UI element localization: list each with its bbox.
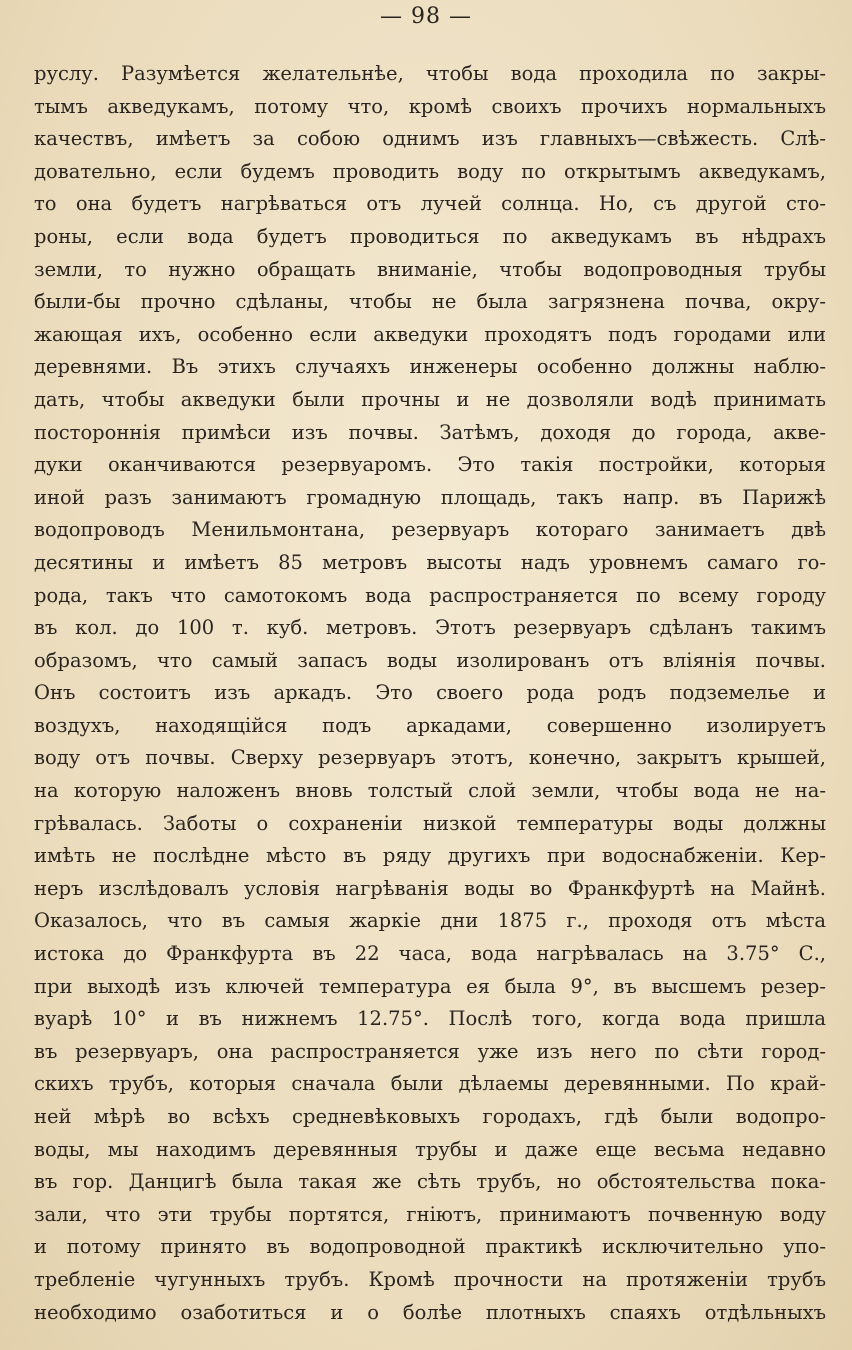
text-line: при выходѣ изъ ключей температура ея была 9°, въ высшемъ резер- xyxy=(34,974,826,998)
text-line: въ резервуаръ, она распространяется уже изъ него по сѣти город- xyxy=(34,1039,826,1063)
text-line: иной разъ занимаютъ громадную площадь, такъ напр. въ Парижѣ xyxy=(34,485,826,509)
text-line: рода, такъ что самотокомъ вода распространяется по всему городу xyxy=(34,583,826,607)
text-line: необходимо озаботиться и о болѣе плотныхъ спаяхъ отдѣльныхъ xyxy=(34,1300,826,1324)
text-line: дать, чтобы акведуки были прочны и не дозволяли водѣ принимать xyxy=(34,387,826,411)
text-line: въ кол. до 100 т. куб. метровъ. Этотъ резервуаръ сдѣланъ такимъ xyxy=(34,616,826,640)
page-number: — 98 — xyxy=(380,4,472,29)
text-line: Оказалось, что въ самыя жаркіе дни 1875 г., проходя отъ мѣста xyxy=(34,909,826,933)
text-line: постороннія примѣси изъ почвы. Затѣмъ, доходя до города, акве- xyxy=(34,420,826,444)
text-line: десятины и имѣетъ 85 метровъ высоты надъ уровнемъ самаго го- xyxy=(34,550,826,574)
text-line: воды, мы находимъ деревянныя трубы и даже еще весьма недавно xyxy=(34,1137,826,1161)
text-line: земли, то нужно обращать вниманіе, чтобы водопроводныя трубы xyxy=(34,257,826,281)
text-line: дуки оканчиваются резервуаромъ. Это такія постройки, которыя xyxy=(34,453,826,477)
body-text xyxy=(34,58,826,1329)
text-line: требленіе чугунныхъ трубъ. Кромѣ прочности на протяженіи трубъ xyxy=(34,1267,826,1291)
text-line: неръ изслѣдовалъ условія нагрѣванія воды во Франкфуртѣ на Майнѣ. xyxy=(34,876,826,900)
text-line: въ гор. Данцигѣ была такая же сѣть трубъ, но обстоятельства пока- xyxy=(34,1170,826,1194)
text-line: довательно, если будемъ проводить воду по открытымъ акведукамъ, xyxy=(34,159,826,183)
text-line: качествъ, имѣетъ за собою однимъ изъ главныхъ—свѣжесть. Слѣ- xyxy=(34,127,826,151)
text-line: то она будетъ нагрѣваться отъ лучей солнца. Но, съ другой сто- xyxy=(34,192,826,216)
text-line: вуарѣ 10° и въ нижнемъ 12.75°. Послѣ того, когда вода пришла xyxy=(34,1007,826,1031)
text-line: тымъ акведукамъ, потому что, кромѣ своихъ прочихъ нормальныхъ xyxy=(34,94,826,118)
text-line: зали, что эти трубы портятся, гніютъ, принимаютъ почвенную воду xyxy=(34,1202,826,1226)
text-line: и потому принято въ водопроводной практикѣ исключительно упо- xyxy=(34,1235,826,1259)
text-line: руслу. Разумѣется желательнѣе, чтобы вода проходила по закры- xyxy=(34,62,826,85)
text-line: жающая ихъ, особенно если акведуки проходятъ подъ городами или xyxy=(34,322,826,346)
text-line: роны, если вода будетъ проводиться по акведукамъ въ нѣдрахъ xyxy=(34,224,826,248)
text-line: имѣть не послѣдне мѣсто въ ряду другихъ при водоснабженіи. Кер- xyxy=(34,844,826,868)
text-line: истока до Франкфурта въ 22 часа, вода нагрѣвалась на 3.75° С., xyxy=(34,942,826,966)
text-line: грѣвалась. Заботы о сохраненіи низкой температуры воды должны xyxy=(34,811,826,835)
text-line: деревнями. Въ этихъ случаяхъ инженеры особенно должны наблю- xyxy=(34,355,826,379)
text-line: были-бы прочно сдѣланы, чтобы не была загрязнена почва, окру- xyxy=(34,290,826,314)
text-line: воду отъ почвы. Сверху резервуаръ этотъ, конечно, закрытъ крышей, xyxy=(34,746,826,770)
text-line: образомъ, что самый запасъ воды изолированъ отъ вліянія почвы. xyxy=(34,648,826,672)
text-line: воздухъ, находящійся подъ аркадами, совершенно изолируетъ xyxy=(34,713,826,737)
text-line: скихъ трубъ, которыя сначала были дѣлаемы деревянными. По край- xyxy=(34,1072,826,1096)
text-line: ней мѣрѣ во всѣхъ средневѣковыхъ городахъ, гдѣ были водопро- xyxy=(34,1105,826,1128)
text-line: Онъ состоитъ изъ аркадъ. Это своего рода родъ подземелье и xyxy=(34,681,826,705)
text-line: водопроводъ Менильмонтана, резервуаръ котораго занимаетъ двѣ xyxy=(34,518,826,542)
text-line: на которую наложенъ вновь толстый слой земли, чтобы вода не на- xyxy=(34,779,826,803)
